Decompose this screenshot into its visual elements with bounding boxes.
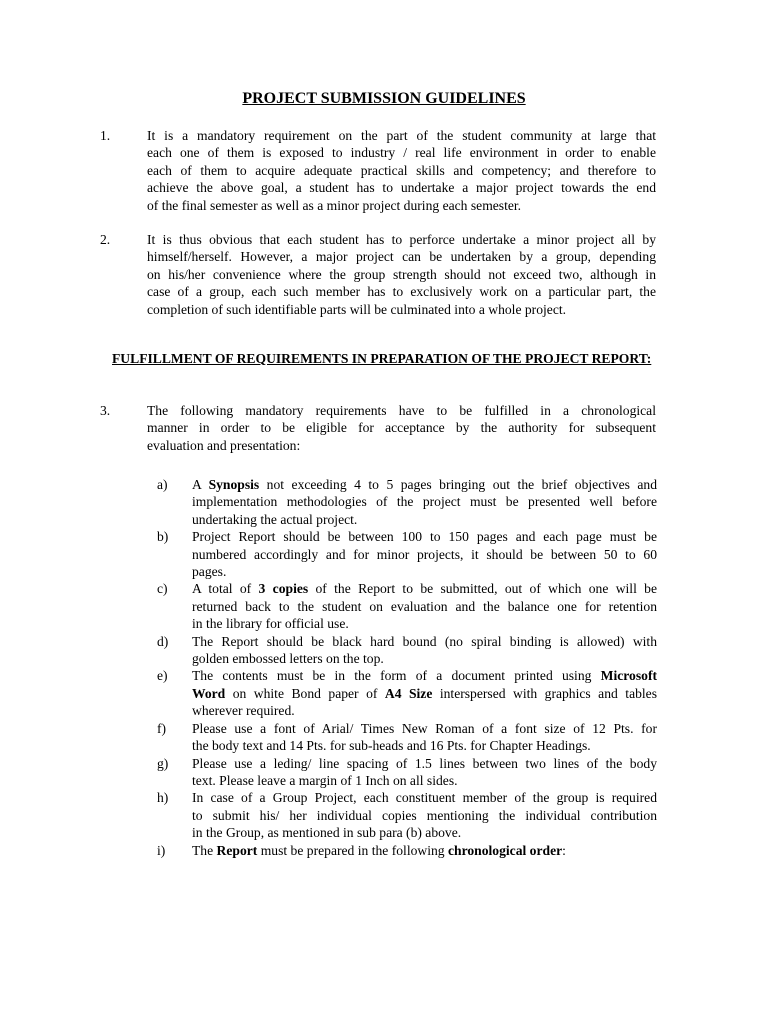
list-item-text <box>192 720 657 755</box>
paragraph-body <box>147 127 656 214</box>
list-item-text <box>192 789 657 841</box>
requirements-list <box>157 476 657 859</box>
list-item-line: Project Report should be between 100 to 150 pages and each page must be <box>192 529 657 545</box>
paragraph-1 <box>100 127 656 214</box>
paragraph-3 <box>100 402 656 454</box>
paragraph-2 <box>100 231 656 318</box>
list-item-line: wherever required. <box>192 703 295 719</box>
list-item <box>157 633 657 668</box>
paragraph-number: 2. <box>100 232 111 247</box>
list-item-text <box>192 633 657 668</box>
list-item-line: The Report must be prepared in the following chronological order: <box>192 842 566 858</box>
list-item-line: golden embossed letters on the top. <box>192 651 384 667</box>
list-item-label: b) <box>157 529 169 545</box>
list-item-line: pages. <box>192 564 227 580</box>
paragraph-number: 1. <box>100 128 111 143</box>
list-item-line: Please use a font of Arial/ Times New Roman of a font size of 12 Pts. for <box>192 720 657 736</box>
list-item-label: h) <box>157 790 169 806</box>
list-item-label: f) <box>157 720 167 736</box>
list-item-text <box>192 580 657 632</box>
section-subheading: FULFILLMENT OF REQUIREMENTS IN PREPARATION OF THE PROJECT REPORT: <box>112 351 652 366</box>
list-item <box>157 755 657 790</box>
list-item-label: d) <box>157 633 169 649</box>
list-item-line: Please use a leding/ line spacing of 1.5 lines between two lines of the body <box>192 755 657 771</box>
list-item <box>157 580 657 632</box>
list-item-line: A total of 3 copies of the Report to be submitted, out of which one will be <box>192 581 658 597</box>
list-item-text <box>192 842 657 859</box>
paragraph-line: manner in order to be eligible for acceptance by the authority for subsequent <box>147 420 656 436</box>
list-item-line: In case of a Group Project, each constituent member of the group is required <box>192 790 657 806</box>
paragraph-line: evaluation and presentation: <box>147 437 301 453</box>
paragraph-line: The following mandatory requirements have to be fulfilled in a chronological <box>147 403 656 418</box>
list-item-line: returned back to the student on evaluation and the balance one for retention <box>192 598 657 614</box>
list-item <box>157 720 657 755</box>
paragraph-line: each of them to acquire adequate practical skills and competency; and therefore to <box>147 162 656 178</box>
list-item <box>157 476 657 528</box>
paragraph-line: It is a mandatory requirement on the part of the student community at large that <box>147 128 656 143</box>
list-item-text <box>192 667 657 719</box>
list-item-text <box>192 476 657 528</box>
paragraph-body <box>147 231 656 318</box>
list-item-label: a) <box>157 477 168 492</box>
list-item <box>157 667 657 719</box>
list-item-line: A Synopsis not exceeding 4 to 5 pages bringing out the brief objectives and <box>192 477 658 492</box>
list-item-line: The Report should be black hard bound (no spiral binding is allowed) with <box>192 633 657 649</box>
list-item-line: text. Please leave a margin of 1 Inch on all sides. <box>192 772 458 788</box>
list-item-line: The contents must be in the form of a document printed using Microsoft <box>192 668 657 684</box>
list-item-line: the body text and 14 Pts. for sub-heads and 16 Pts. for Chapter Headings. <box>192 738 591 754</box>
paragraph-line: case of a group, each such member has to exclusively work on a particular part, the <box>147 284 656 300</box>
list-item-line: undertaking the actual project. <box>192 511 358 527</box>
list-item <box>157 528 657 580</box>
list-item-line: numbered accordingly and for minor projects, it should be between 50 to 60 <box>192 546 657 562</box>
paragraph-line: himself/herself. However, a major project can be undertaken by a group, depending <box>147 249 656 265</box>
list-item-text <box>192 528 657 580</box>
list-item-label: c) <box>157 581 168 597</box>
paragraph-line: completion of such identifiable parts will be culminated into a whole project. <box>147 301 567 317</box>
list-item-label: i) <box>157 842 166 858</box>
list-item <box>157 789 657 841</box>
paragraph-body <box>147 402 656 454</box>
list-item-line: in the library for official use. <box>192 616 349 632</box>
paragraph-number: 3. <box>100 403 111 418</box>
list-item-line: to submit his/ her individual copies mentioning the individual contribution <box>192 807 657 823</box>
paragraph-line: It is thus obvious that each student has to perforce undertake a minor project all by <box>147 232 656 247</box>
list-item-label: g) <box>157 755 169 771</box>
page-title: PROJECT SUBMISSION GUIDELINES <box>242 90 526 107</box>
list-item-line: implementation methodologies of the project must be presented well before <box>192 494 657 510</box>
list-item-label: e) <box>157 668 168 684</box>
list-item-text <box>192 755 657 790</box>
list-item <box>157 842 657 859</box>
list-item-line: Word on white Bond paper of A4 Size interspersed with graphics and tables <box>192 685 657 701</box>
paragraph-line: achieve the above goal, a student has to undertake a major project towards the end <box>147 180 656 196</box>
paragraph-line: each one of them is exposed to industry / real life environment in order to enable <box>147 145 656 161</box>
paragraph-line: on his/her convenience where the group strength should not exceed two, although in <box>147 266 656 282</box>
paragraph-line: of the final semester as well as a minor project during each semester. <box>147 197 522 213</box>
list-item-line: in the Group, as mentioned in sub para (b) above. <box>192 825 462 841</box>
